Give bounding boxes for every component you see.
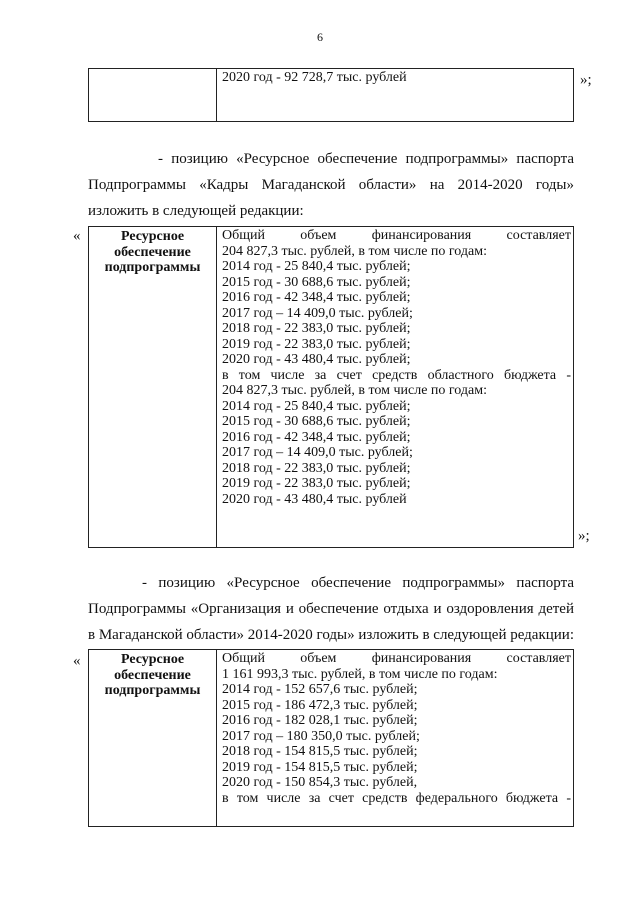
table-label-cell bbox=[89, 650, 217, 827]
label-line: обеспечение bbox=[114, 244, 191, 260]
table-value-line: 2017 год – 180 350,0 тыс. рублей; bbox=[222, 728, 420, 744]
table-label-cell-empty bbox=[89, 69, 217, 122]
page-number: 6 bbox=[317, 30, 323, 44]
label-line: Ресурсное bbox=[120, 229, 185, 244]
table-value-line: в том числе за счет средств областного бюджета - bbox=[222, 367, 571, 383]
table-value-line: 2016 год - 182 028,1 тыс. рублей; bbox=[222, 713, 418, 728]
table-value-line: 2014 год - 25 840,4 тыс. рублей; bbox=[222, 259, 411, 274]
section1-intro-line: Подпрограммы «Кадры Магаданской области» на 2014-2020 годы» bbox=[88, 177, 574, 193]
opening-quote: « bbox=[73, 653, 81, 669]
table-value-line: 2016 год - 42 348,4 тыс. рублей; bbox=[222, 290, 411, 305]
resource-table-otdykh bbox=[88, 649, 574, 827]
table-value-line: 2015 год - 186 472,3 тыс. рублей; bbox=[222, 697, 418, 713]
table-value-line: 2020 год - 150 854,3 тыс. рублей, bbox=[222, 775, 418, 790]
table-value-line: 2019 год - 22 383,0 тыс. рублей; bbox=[222, 476, 411, 491]
label-line: Ресурсное bbox=[120, 652, 185, 667]
table-value-line: 2019 год - 22 383,0 тыс. рублей; bbox=[222, 336, 411, 352]
table-value-line: 2018 год - 22 383,0 тыс. рублей; bbox=[222, 460, 411, 476]
section2-intro-line: в Магаданской области» 2014-2020 годы» изложить в следующей редакции: bbox=[88, 627, 575, 643]
table-value-line: 2020 год - 43 480,4 тыс. рублей bbox=[222, 491, 407, 507]
table-value-line: в том числе за счет средств федерального бюджета - bbox=[222, 790, 571, 806]
label-line: обеспечение bbox=[114, 667, 191, 683]
table-value-line: 2014 год - 152 657,6 тыс. рублей; bbox=[222, 682, 418, 697]
table-value-cell bbox=[217, 227, 574, 548]
table-value-line: 2015 год - 30 688,6 тыс. рублей; bbox=[222, 414, 411, 429]
table-value-line: 2020 год - 92 728,7 тыс. рублей bbox=[222, 70, 407, 85]
table-value-line: 1 161 993,3 тыс. рублей, в том числе по годам: bbox=[222, 666, 498, 682]
label-line: подпрограммы bbox=[104, 260, 201, 275]
table-value-line: 2018 год - 154 815,5 тыс. рублей; bbox=[222, 744, 418, 759]
table-value-line: 2019 год - 154 815,5 тыс. рублей; bbox=[222, 759, 418, 775]
table-value-line: 2020 год - 43 480,4 тыс. рублей; bbox=[222, 352, 411, 367]
resource-table-continued bbox=[88, 68, 574, 122]
section2-intro-line: - позицию «Ресурсное обеспечение подпрограммы» паспорта bbox=[142, 575, 574, 591]
section1-intro-line: - позицию «Ресурсное обеспечение подпрограммы» паспорта bbox=[158, 151, 574, 167]
table-value-line: 2015 год - 30 688,6 тыс. рублей; bbox=[222, 274, 411, 290]
table-value-line: 2014 год - 25 840,4 тыс. рублей; bbox=[222, 398, 411, 414]
section1-intro-line: изложить в следующей редакции: bbox=[88, 203, 304, 219]
table-label-cell bbox=[89, 227, 217, 548]
section2-intro-line: Подпрограммы «Организация и обеспечение отдыха и оздоровления детей bbox=[88, 601, 574, 617]
closing-quote: »; bbox=[578, 528, 590, 544]
table-value-cell bbox=[217, 650, 574, 827]
table-value-line: 204 827,3 тыс. рублей, в том числе по годам: bbox=[222, 243, 487, 259]
table-value-line: 2017 год – 14 409,0 тыс. рублей; bbox=[222, 305, 413, 321]
table-value-line: Общий объем финансирования составляет bbox=[222, 651, 571, 666]
table-value-line: 2016 год - 42 348,4 тыс. рублей; bbox=[222, 429, 411, 445]
table-value-line: 2018 год - 22 383,0 тыс. рублей; bbox=[222, 321, 411, 336]
table-value-cell bbox=[217, 69, 574, 122]
opening-quote: « bbox=[73, 228, 81, 244]
table-value-line: 2017 год – 14 409,0 тыс. рублей; bbox=[222, 445, 413, 460]
table-value-line: Общий объем финансирования составляет bbox=[222, 228, 571, 243]
label-line: подпрограммы bbox=[104, 683, 201, 698]
closing-quote: »; bbox=[580, 72, 592, 88]
table-value-line: 204 827,3 тыс. рублей, в том числе по годам: bbox=[222, 383, 487, 398]
resource-table-kadry bbox=[88, 226, 574, 548]
